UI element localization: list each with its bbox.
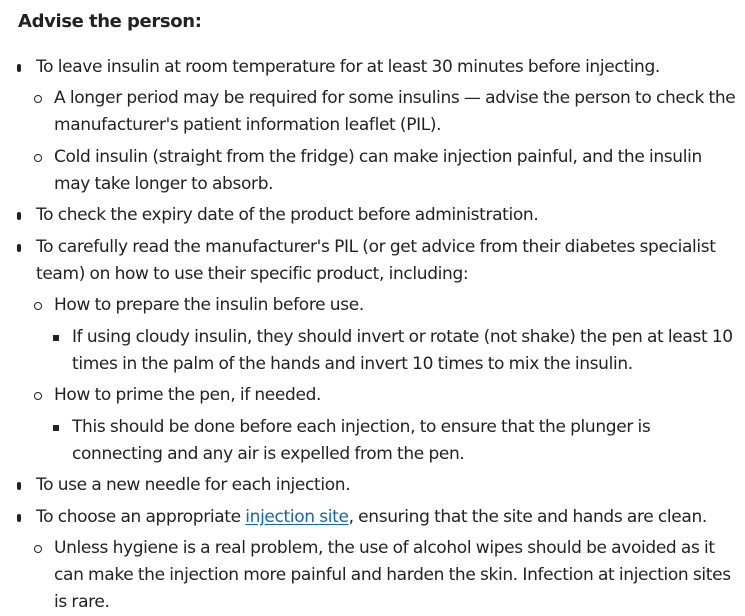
item-text: Unless hygiene is a real problem, the use of alcohol wipes should be avoided as it can make the injection more painful and harden the skin. Infection at injection sites is rare. (54, 538, 731, 612)
circle-bullet-icon (34, 545, 42, 553)
bullet-icon (17, 212, 21, 220)
list-item-before-each-injection (72, 414, 737, 468)
list-item-read-pil (36, 234, 737, 288)
list-item-room-temperature (36, 54, 737, 81)
list-item-expiry-date (36, 202, 737, 229)
list-item-longer-period (54, 85, 737, 139)
list-item-new-needle (36, 472, 737, 499)
item-text: How to prepare the insulin before use. (54, 295, 364, 315)
bullet-icon (17, 244, 21, 252)
item-text: A longer period may be required for some insulins — advise the person to check the manufacturer's patient information leaflet (PIL). (54, 88, 736, 135)
item-text: Cold insulin (straight from the fridge) can make injection painful, and the insulin may take longer to absorb. (54, 147, 702, 194)
item-text: To carefully read the manufacturer's PIL (or get advice from their diabetes specialist team) on how to use their specific product, including: (36, 237, 716, 284)
list-item-injection-site (36, 504, 737, 531)
item-text-after: , ensuring that the site and hands are clean. (348, 507, 707, 527)
bullet-icon (17, 514, 21, 522)
circle-bullet-icon (34, 154, 42, 162)
list-item-prepare-insulin (54, 292, 737, 319)
circle-bullet-icon (34, 392, 42, 400)
circle-bullet-icon (34, 302, 42, 310)
list-item-cloudy-insulin (72, 324, 737, 378)
square-bullet-icon (53, 425, 59, 431)
square-bullet-icon (53, 335, 59, 341)
item-text: How to prime the pen, if needed. (54, 385, 322, 405)
item-text: To use a new needle for each injection. (36, 475, 351, 495)
item-text: To leave insulin at room temperature for at least 30 minutes before injecting. (36, 57, 660, 77)
item-text: This should be done before each injection, to ensure that the plunger is connecting and any air is expelled from the pen. (72, 417, 651, 464)
list-item-prime-pen (54, 382, 737, 409)
list-item-alcohol-wipes (54, 535, 737, 616)
item-text-before: To choose an appropriate (36, 507, 246, 527)
item-text: If using cloudy insulin, they should invert or rotate (not shake) the pen at least 10 times in the palm of the hands and invert 10 times to mix the insulin. (72, 327, 733, 374)
bullet-icon (17, 482, 21, 490)
injection-site-link[interactable]: injection site (245, 507, 349, 527)
list-item-cold-insulin (54, 144, 737, 198)
item-text: To check the expiry date of the product before administration. (36, 205, 539, 225)
circle-bullet-icon (34, 95, 42, 103)
section-heading: Advise the person: (18, 11, 202, 32)
bullet-icon (17, 64, 21, 72)
